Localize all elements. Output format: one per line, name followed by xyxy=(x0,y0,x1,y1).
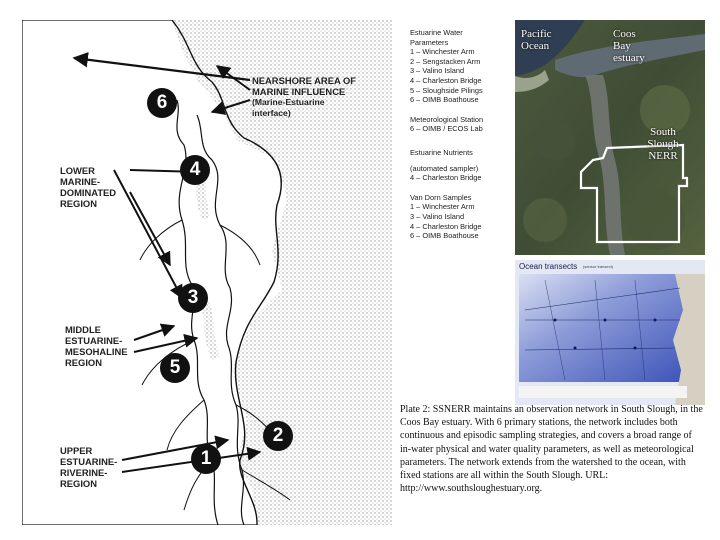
region-line: NEARSHORE AREA OF xyxy=(252,75,356,86)
ocean-transects-chart xyxy=(515,260,705,405)
station-badge-1: 1 xyxy=(191,444,221,474)
legend-item: 6 – OIMB / ECOS Lab xyxy=(410,124,483,134)
region-line: ESTUARINE- xyxy=(60,456,118,467)
legend-nut-title: Estuarine Nutrients xyxy=(410,147,473,157)
region-line: LOWER xyxy=(60,165,95,176)
satellite-image xyxy=(515,20,705,255)
legend-water-title: Estuarine Water Parameters xyxy=(410,28,463,47)
station-badge-2: 2 xyxy=(263,421,293,451)
region-line: MARINE- xyxy=(60,176,101,187)
station-badge-4: 4 xyxy=(180,155,210,185)
label-coos: Coos Bay estuary xyxy=(613,28,645,64)
legend-met-block xyxy=(410,115,510,134)
station-badge-5: 5 xyxy=(160,353,190,383)
region-line: MESOHALINE xyxy=(65,346,128,357)
region-line: interface) xyxy=(252,108,291,118)
region-line: REGION xyxy=(65,357,102,368)
region-line: REGION xyxy=(60,198,97,209)
ocean-transects-panel xyxy=(515,260,705,405)
region-line: UPPER xyxy=(60,445,93,456)
region-lower xyxy=(60,165,116,209)
legend-item: 1 – Winchester Arm xyxy=(410,202,475,212)
region-upper xyxy=(60,445,117,489)
region-line: MIDDLE xyxy=(65,324,101,335)
region-line: REGION xyxy=(60,478,97,489)
station-badge-3: 3 xyxy=(178,283,208,313)
legend-nut-sub: (automated sampler) xyxy=(410,163,479,173)
legend-item: 1 – Winchester Arm xyxy=(410,47,475,57)
ocean-transects-subtitle: (sensor transect) xyxy=(583,264,614,269)
legend-item: 2 – Sengstacken Arm xyxy=(410,56,481,66)
legend-water-block xyxy=(410,28,510,105)
legend-item: 5 – Sloughside Pilings xyxy=(410,85,483,95)
station-legend xyxy=(410,28,510,249)
legend-item: 6 – OIMB Boathouse xyxy=(410,95,479,105)
region-nearshore xyxy=(252,75,356,119)
region-middle xyxy=(65,324,128,368)
station-badge-6: 6 xyxy=(147,88,177,118)
legend-item: 3 – Valino Island xyxy=(410,66,465,76)
legend-met-title: Meteorological Station xyxy=(410,114,484,124)
region-line: (Marine-Estuarine xyxy=(252,97,325,107)
region-line: RIVERINE- xyxy=(60,467,108,478)
ocean-transects-title: Ocean transects xyxy=(519,262,578,271)
legend-item: 4 – Charleston Bridge xyxy=(410,221,482,231)
region-line: MARINE INFLUENCE xyxy=(252,86,346,97)
legend-item: 4 – Charleston Bridge xyxy=(410,75,482,85)
region-line: DOMINATED xyxy=(60,187,117,198)
legend-item: 3 – Valino Island xyxy=(410,211,465,221)
region-line: ESTUARINE- xyxy=(65,335,123,346)
label-pacific: Pacific Ocean xyxy=(521,28,552,52)
legend-item: 6 – OIMB Boathouse xyxy=(410,231,479,241)
legend-vandorn-title: Van Dorn Samples xyxy=(410,192,472,202)
legend-vandorn-block xyxy=(410,193,510,241)
legend-nut-block xyxy=(410,148,510,183)
legend-item: 4 – Charleston Bridge xyxy=(410,173,482,183)
plate-caption: Plate 2: SSNERR maintains an observation network in South Slough, in the Coos Bay estuary. With 6 primary stations, the network includes both continuous and episodic sampling strategies, and covers a broad range of in-water physical and water quality parameters, as well as meteorological parameters. The network extends from the watershed to the ocean, with fixed stations are all within the South Slough. URL: http://www.southsloughestuary.org. xyxy=(400,404,703,495)
label-nerr: South Slough NERR xyxy=(647,126,679,162)
